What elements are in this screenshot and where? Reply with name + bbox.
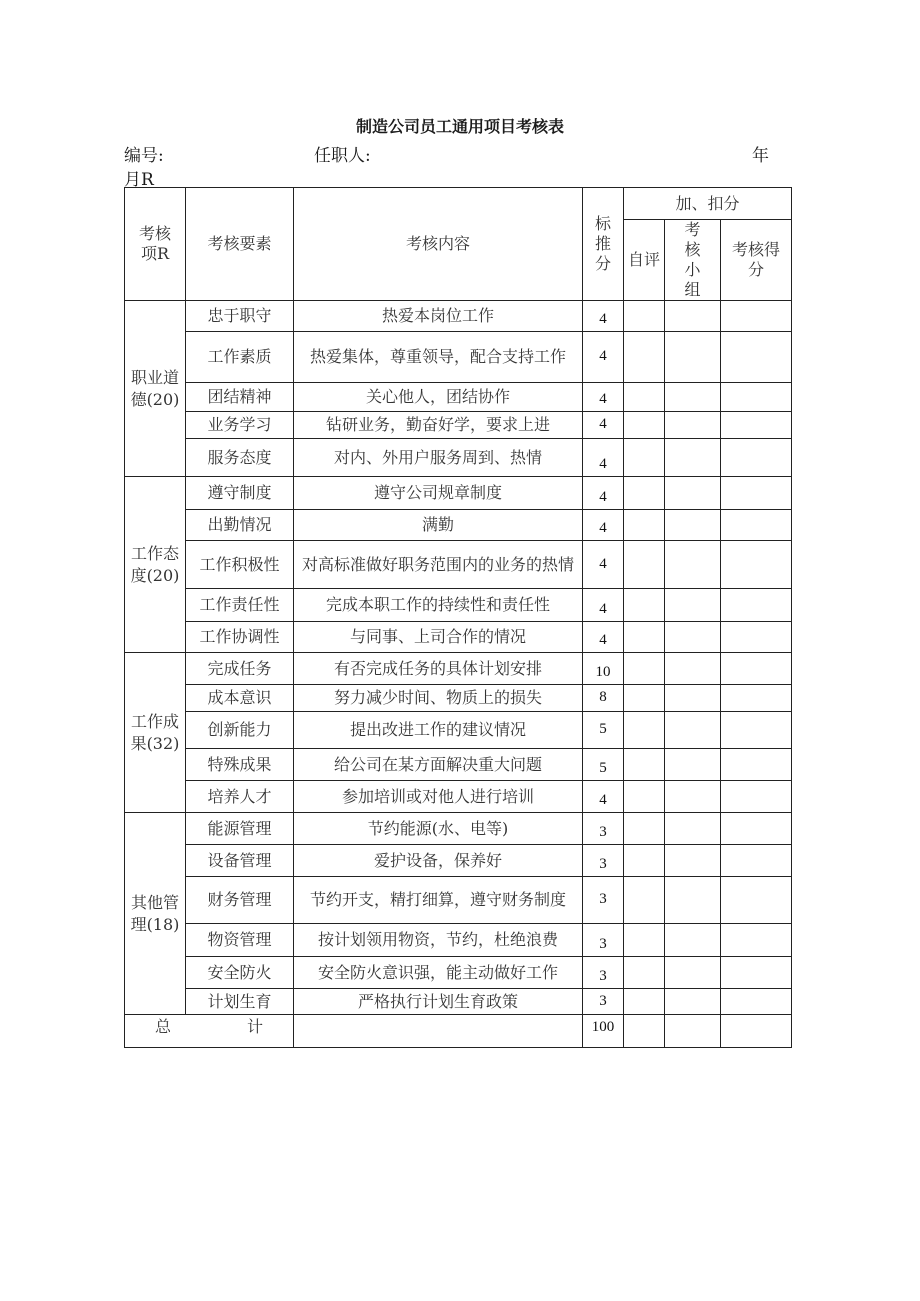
element-cell: 创新能力 — [186, 712, 294, 749]
element-cell: 工作协调性 — [186, 622, 294, 653]
score-cell: 4 — [583, 510, 624, 541]
total-label-cell — [125, 1015, 294, 1048]
score-cell: 8 — [583, 685, 624, 712]
score-cell: 4 — [583, 781, 624, 813]
self-eval-cell[interactable] — [624, 781, 665, 813]
element-cell: 工作积极性 — [186, 541, 294, 589]
total-score-cell: 100 — [583, 1015, 624, 1048]
score-cell: 10 — [583, 653, 624, 685]
content-cell: 严格执行计划生育政策 — [294, 989, 583, 1015]
group-eval-cell[interactable] — [665, 845, 721, 877]
element-cell: 特殊成果 — [186, 749, 294, 781]
self-eval-cell[interactable] — [624, 957, 665, 989]
header-element: 考核要素 — [186, 188, 294, 301]
group-eval-cell[interactable] — [665, 712, 721, 749]
element-cell: 团结精神 — [186, 383, 294, 412]
content-cell: 满勤 — [294, 510, 583, 541]
final-score-cell[interactable] — [721, 957, 792, 989]
score-cell: 4 — [583, 383, 624, 412]
content-cell: 提出改进工作的建议情况 — [294, 712, 583, 749]
element-cell: 安全防火 — [186, 957, 294, 989]
self-eval-cell[interactable] — [624, 813, 665, 845]
final-score-cell[interactable] — [721, 622, 792, 653]
final-score-cell[interactable] — [721, 845, 792, 877]
element-cell: 物资管理 — [186, 924, 294, 957]
final-score-cell[interactable] — [721, 749, 792, 781]
group-eval-cell[interactable] — [665, 412, 721, 439]
score-cell: 4 — [583, 622, 624, 653]
header-content: 考核内容 — [294, 188, 583, 301]
group-eval-cell[interactable] — [665, 383, 721, 412]
content-cell: 钻研业务，勤奋好学，要求上进 — [294, 412, 583, 439]
group-eval-cell[interactable] — [665, 332, 721, 383]
content-cell: 努力减少时间、物质上的损失 — [294, 685, 583, 712]
final-score-cell[interactable] — [721, 510, 792, 541]
content-cell: 节约能源(水、电等) — [294, 813, 583, 845]
self-eval-cell[interactable] — [624, 877, 665, 924]
score-cell: 4 — [583, 412, 624, 439]
header-item: 考核项R — [125, 188, 186, 301]
category-cell: 职业道德(20) — [125, 301, 186, 477]
self-eval-cell[interactable] — [624, 749, 665, 781]
group-eval-cell[interactable] — [665, 653, 721, 685]
final-score-cell[interactable] — [721, 439, 792, 477]
month-label: 月R — [124, 170, 154, 190]
group-eval-cell[interactable] — [665, 781, 721, 813]
score-cell: 4 — [583, 541, 624, 589]
self-eval-cell[interactable] — [624, 622, 665, 653]
self-eval-cell[interactable] — [624, 589, 665, 622]
content-cell: 与同事、上司合作的情况 — [294, 622, 583, 653]
score-cell: 5 — [583, 749, 624, 781]
element-cell: 工作责任性 — [186, 589, 294, 622]
self-eval-cell[interactable] — [624, 510, 665, 541]
total-group-eval-cell[interactable] — [665, 1015, 721, 1048]
group-eval-cell[interactable] — [665, 989, 721, 1015]
element-cell: 出勤情况 — [186, 510, 294, 541]
score-cell: 4 — [583, 439, 624, 477]
final-score-cell[interactable] — [721, 685, 792, 712]
final-score-cell[interactable] — [721, 412, 792, 439]
group-eval-cell[interactable] — [665, 877, 721, 924]
content-cell: 给公司在某方面解决重大问题 — [294, 749, 583, 781]
header-standard: 标推分 — [583, 188, 624, 301]
number-label: 编号: — [124, 146, 164, 166]
element-cell: 服务态度 — [186, 439, 294, 477]
assessment-table — [124, 187, 792, 1048]
group-eval-cell[interactable] — [665, 749, 721, 781]
score-cell: 3 — [583, 924, 624, 957]
content-cell: 热爱本岗位工作 — [294, 301, 583, 332]
element-cell: 业务学习 — [186, 412, 294, 439]
self-eval-cell[interactable] — [624, 301, 665, 332]
score-cell: 4 — [583, 477, 624, 510]
score-cell: 4 — [583, 301, 624, 332]
content-cell: 节约开支，精打细算，遵守财务制度 — [294, 877, 583, 924]
group-eval-cell[interactable] — [665, 301, 721, 332]
element-cell: 工作素质 — [186, 332, 294, 383]
element-cell: 成本意识 — [186, 685, 294, 712]
final-score-cell[interactable] — [721, 712, 792, 749]
score-cell: 4 — [583, 589, 624, 622]
group-eval-cell[interactable] — [665, 589, 721, 622]
content-cell: 热爱集体，尊重领导，配合支持工作 — [294, 332, 583, 383]
header-group: 考核小组 — [665, 220, 721, 301]
group-eval-cell[interactable] — [665, 622, 721, 653]
category-cell: 其他管理(18) — [125, 813, 186, 1015]
header-score: 考核得分 — [721, 220, 792, 301]
element-cell: 忠于职守 — [186, 301, 294, 332]
final-score-cell[interactable] — [721, 332, 792, 383]
total-content-cell — [294, 1015, 583, 1048]
final-score-cell[interactable] — [721, 383, 792, 412]
header-self: 自评 — [624, 220, 665, 301]
group-eval-cell[interactable] — [665, 924, 721, 957]
final-score-cell[interactable] — [721, 301, 792, 332]
self-eval-cell[interactable] — [624, 541, 665, 589]
self-eval-cell[interactable] — [624, 685, 665, 712]
content-cell: 有否完成任务的具体计划安排 — [294, 653, 583, 685]
self-eval-cell[interactable] — [624, 383, 665, 412]
group-eval-cell[interactable] — [665, 510, 721, 541]
element-cell: 计划生育 — [186, 989, 294, 1015]
employee-label: 任职人: — [314, 146, 371, 166]
score-cell: 5 — [583, 712, 624, 749]
self-eval-cell[interactable] — [624, 412, 665, 439]
group-eval-cell[interactable] — [665, 957, 721, 989]
content-cell: 爱护设备，保养好 — [294, 845, 583, 877]
header-adjust: 加、扣分 — [624, 188, 792, 220]
score-cell: 3 — [583, 813, 624, 845]
content-cell: 对内、外用户服务周到、热情 — [294, 439, 583, 477]
total-self-eval-cell[interactable] — [624, 1015, 665, 1048]
content-cell: 完成本职工作的持续性和责任性 — [294, 589, 583, 622]
content-cell: 遵守公司规章制度 — [294, 477, 583, 510]
group-eval-cell[interactable] — [665, 477, 721, 510]
group-eval-cell[interactable] — [665, 541, 721, 589]
self-eval-cell[interactable] — [624, 332, 665, 383]
self-eval-cell[interactable] — [624, 477, 665, 510]
page-title: 制造公司员工通用项目考核表 — [355, 117, 564, 136]
element-cell: 完成任务 — [186, 653, 294, 685]
element-cell: 能源管理 — [186, 813, 294, 845]
final-score-cell[interactable] — [721, 477, 792, 510]
score-cell: 3 — [583, 957, 624, 989]
group-eval-cell[interactable] — [665, 685, 721, 712]
group-eval-cell[interactable] — [665, 813, 721, 845]
final-score-cell[interactable] — [721, 589, 792, 622]
category-cell: 工作成果(32) — [125, 653, 186, 813]
final-score-cell[interactable] — [721, 989, 792, 1015]
element-cell: 财务管理 — [186, 877, 294, 924]
year-label: 年 — [752, 146, 769, 166]
content-cell: 安全防火意识强，能主动做好工作 — [294, 957, 583, 989]
content-cell: 对高标准做好职务范围内的业务的热情 — [294, 541, 583, 589]
group-eval-cell[interactable] — [665, 439, 721, 477]
total-final-score-cell[interactable] — [721, 1015, 792, 1048]
total-label-2: 计 — [246, 1017, 263, 1036]
element-cell: 遵守制度 — [186, 477, 294, 510]
content-cell: 按计划领用物资，节约，杜绝浪费 — [294, 924, 583, 957]
final-score-cell[interactable] — [721, 877, 792, 924]
self-eval-cell[interactable] — [624, 989, 665, 1015]
self-eval-cell[interactable] — [624, 924, 665, 957]
score-cell: 4 — [583, 332, 624, 383]
final-score-cell[interactable] — [721, 781, 792, 813]
content-cell: 关心他人，团结协作 — [294, 383, 583, 412]
score-cell: 3 — [583, 989, 624, 1015]
final-score-cell[interactable] — [721, 924, 792, 957]
final-score-cell[interactable] — [721, 541, 792, 589]
self-eval-cell[interactable] — [624, 439, 665, 477]
final-score-cell[interactable] — [721, 653, 792, 685]
self-eval-cell[interactable] — [624, 845, 665, 877]
self-eval-cell[interactable] — [624, 653, 665, 685]
content-cell: 参加培训或对他人进行培训 — [294, 781, 583, 813]
element-cell: 设备管理 — [186, 845, 294, 877]
category-cell: 工作态度(20) — [125, 477, 186, 653]
self-eval-cell[interactable] — [624, 712, 665, 749]
element-cell: 培养人才 — [186, 781, 294, 813]
score-cell: 3 — [583, 845, 624, 877]
score-cell: 3 — [583, 877, 624, 924]
final-score-cell[interactable] — [721, 813, 792, 845]
total-label-1: 总 — [155, 1017, 172, 1036]
